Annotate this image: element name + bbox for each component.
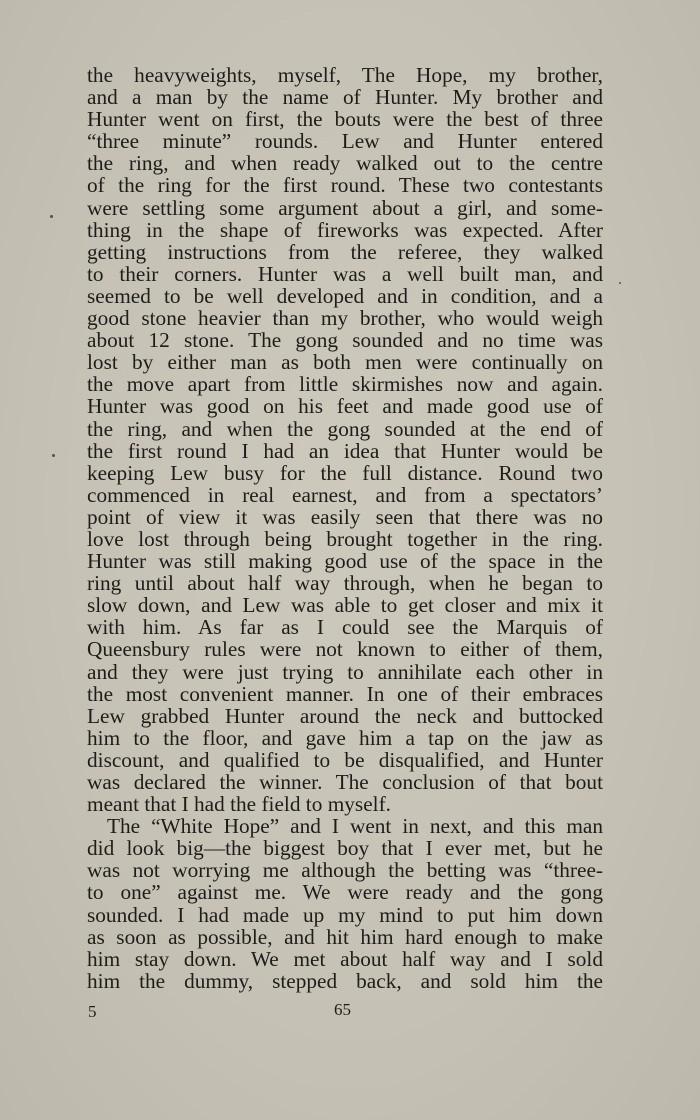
text-line: and a man by the name of Hunter. My brother and: [87, 85, 603, 110]
text-line: lost by either man as both men were continually on: [87, 350, 603, 375]
text-line: and they were just trying to annihilate each other in: [87, 659, 603, 684]
text-line: sounded. I had made up my mind to put him down: [87, 902, 603, 927]
text-line: the heavyweights, myself, The Hope, my brother,: [87, 63, 603, 87]
text-line: commenced in real earnest, and from a spectators’: [87, 482, 603, 507]
text-line: ring until about half way through, when he began to: [87, 571, 603, 596]
text-line: of the ring for the first round. These two contestants: [87, 173, 603, 198]
text-line: about 12 stone. The gong sounded and no time was: [87, 328, 603, 353]
text-line: the first round I had an idea that Hunter would be: [87, 438, 603, 463]
page-number: 65: [334, 1000, 351, 1019]
text-line: getting instructions from the referee, they walked: [87, 239, 603, 264]
text-line: were settling some argument about a girl, and some-: [87, 195, 603, 220]
page-footer: [0, 1000, 700, 1022]
text-line: the ring, and when ready walked out to the centre: [87, 151, 603, 176]
text-line: Lew grabbed Hunter around the neck and buttocked: [87, 703, 603, 728]
text-line: Queensbury rules were not known to either of them,: [87, 637, 603, 662]
text-line: Hunter was good on his feet and made good use of: [87, 394, 603, 419]
text-line: the most convenient manner. In one of their embraces: [87, 681, 603, 706]
text-line: to one” against me. We were ready and the gong: [87, 880, 603, 905]
text-line: to their corners. Hunter was a well built man, and: [87, 261, 603, 286]
text-line: keeping Lew busy for the full distance. Round two: [87, 460, 603, 485]
text-line: him stay down. We met about half way and I sold: [87, 946, 603, 971]
text-line: The “White Hope” and I went in next, and this man: [107, 814, 603, 839]
text-line: him to the floor, and gave him a tap on the jaw as: [87, 725, 603, 750]
paper-speck: [50, 215, 53, 218]
text-line: slow down, and Lew was able to get closer and mix it: [87, 593, 603, 618]
text-line: him the dummy, stepped back, and sold him the: [87, 968, 603, 993]
text-line: meant that I had the field to myself.: [87, 792, 391, 817]
text-line: discount, and qualified to be disqualified, and Hunter: [87, 747, 603, 772]
body-text: [87, 64, 603, 992]
text-line: as soon as possible, and hit him hard enough to make: [87, 924, 603, 949]
text-line: the move apart from little skirmishes now and again.: [87, 372, 603, 397]
text-line: with him. As far as I could see the Marquis of: [87, 615, 603, 640]
text-line: good stone heavier than my brother, who would weigh: [87, 306, 603, 331]
text-line: seemed to be well developed and in condition, and a: [87, 283, 603, 308]
text-line: thing in the shape of fireworks was expected. After: [87, 217, 603, 242]
paper-speck: [52, 454, 55, 457]
text-line: the ring, and when the gong sounded at the end of: [87, 416, 603, 441]
text-line: was not worrying me although the betting was “three-: [87, 858, 603, 883]
text-line: point of view it was easily seen that there was no: [87, 504, 603, 529]
text-line: was declared the winner. The conclusion of that bout: [87, 770, 603, 794]
text-line: love lost through being brought together in the ring.: [87, 526, 603, 551]
signature-mark: 5: [88, 1002, 97, 1021]
paper-speck: [619, 282, 621, 284]
text-line: Hunter was still making good use of the space in the: [87, 549, 603, 574]
text-line: Hunter went on first, the bouts were the best of three: [87, 107, 603, 132]
text-line: “three minute” rounds. Lew and Hunter entered: [87, 129, 603, 154]
text-line: did look big—the biggest boy that I ever met, but he: [87, 836, 603, 861]
